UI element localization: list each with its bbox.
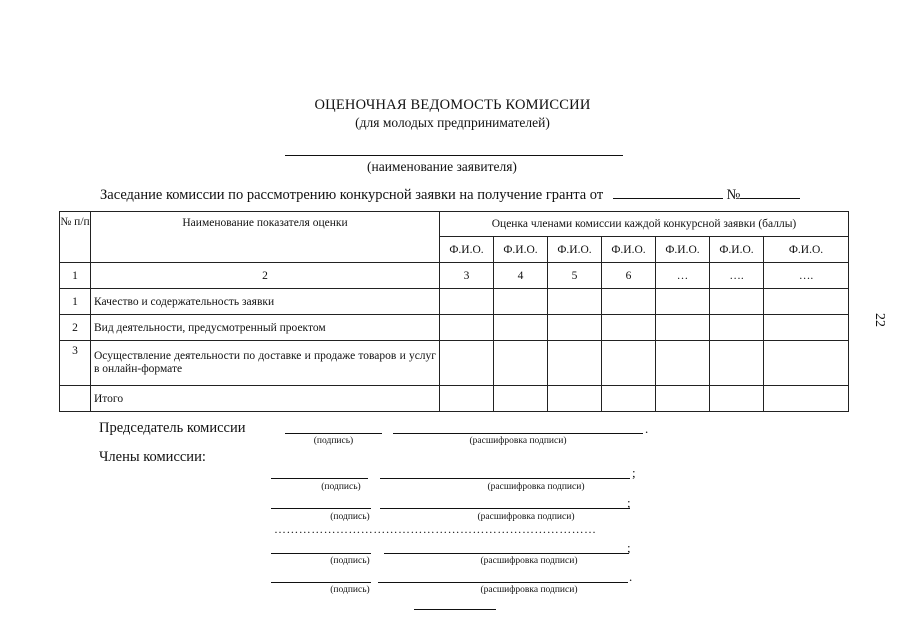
total-score-cell[interactable] <box>602 386 656 412</box>
col-scores-header: Оценка членами комиссии каждой конкурсной заявки (баллы) <box>440 212 849 237</box>
session-number-sign: № <box>726 187 741 203</box>
session-date-field[interactable] <box>613 186 723 199</box>
decode-caption: (расшифровка подписи) <box>487 482 585 492</box>
signature-caption: (подпись) <box>330 512 370 522</box>
total-score-cell[interactable] <box>710 386 764 412</box>
session-number-field[interactable] <box>740 186 800 199</box>
chairman-decode-line[interactable] <box>393 433 643 434</box>
member-name-header: Ф.И.О. <box>440 237 494 263</box>
score-cell[interactable] <box>494 315 548 341</box>
row-indicator-name: Качество и содержательность заявки <box>91 289 440 315</box>
member-signature-line[interactable] <box>271 508 371 509</box>
column-number-row <box>60 263 849 289</box>
members-label: Члены комиссии: <box>99 449 206 465</box>
total-row <box>60 386 849 412</box>
chairman-label: Председатель комиссии <box>99 420 246 436</box>
score-cell[interactable] <box>602 315 656 341</box>
session-text: Заседание комиссии по рассмотрению конкурсной заявки на получение гранта от <box>100 187 604 203</box>
total-score-cell[interactable] <box>548 386 602 412</box>
evaluation-table <box>59 211 849 412</box>
row-number: 3 <box>60 341 91 386</box>
total-label: Итого <box>91 386 440 412</box>
score-cell[interactable] <box>764 341 849 386</box>
total-number-cell <box>60 386 91 412</box>
decode-caption: (расшифровка подписи) <box>480 556 578 566</box>
score-cell[interactable] <box>440 315 494 341</box>
col-number-header: № п/п <box>60 212 91 263</box>
member-name-header: Ф.И.О. <box>656 237 710 263</box>
member-decode-line[interactable] <box>380 508 630 509</box>
score-cell[interactable] <box>440 289 494 315</box>
dots-separator: …………………………………………………………………… <box>274 522 597 536</box>
score-cell[interactable] <box>710 341 764 386</box>
chairman-period: . <box>645 421 649 436</box>
score-cell[interactable] <box>548 289 602 315</box>
row-number: 1 <box>60 289 91 315</box>
total-score-cell[interactable] <box>656 386 710 412</box>
score-cell[interactable] <box>656 315 710 341</box>
member-name-header: Ф.И.О. <box>548 237 602 263</box>
member-decode-line[interactable] <box>384 553 629 554</box>
score-cell[interactable] <box>494 341 548 386</box>
column-number: …. <box>764 263 849 289</box>
chairman-signature-line[interactable] <box>285 433 382 434</box>
row-number: 2 <box>60 315 91 341</box>
signature-caption: (подпись) <box>330 585 370 595</box>
applicant-caption: (наименование заявителя) <box>367 159 517 174</box>
score-cell[interactable] <box>548 315 602 341</box>
total-score-cell[interactable] <box>764 386 849 412</box>
member-name-header: Ф.И.О. <box>494 237 548 263</box>
row-indicator-name: Вид деятельности, предусмотренный проектом <box>91 315 440 341</box>
signature-caption: (подпись) <box>330 556 370 566</box>
applicant-name-line[interactable] <box>285 155 623 156</box>
column-number: 1 <box>60 263 91 289</box>
column-number: 2 <box>91 263 440 289</box>
page-number: 22 <box>872 313 887 327</box>
member-semicolon: ; <box>627 540 631 555</box>
member-decode-line[interactable] <box>380 478 630 479</box>
document-subtitle: (для молодых предпринимателей) <box>355 115 550 130</box>
table-row <box>60 289 849 315</box>
member-signature-line[interactable] <box>271 582 371 583</box>
row-indicator-name: Осуществление деятельности по доставке и продаже товаров и услуг в онлайн-формате <box>91 341 440 386</box>
col-indicator-header: Наименование показателя оценки <box>91 212 440 263</box>
score-cell[interactable] <box>764 315 849 341</box>
score-cell[interactable] <box>656 341 710 386</box>
member-name-header: Ф.И.О. <box>602 237 656 263</box>
member-signature-line[interactable] <box>271 478 368 479</box>
column-number: …. <box>710 263 764 289</box>
decode-caption: (расшифровка подписи) <box>469 436 567 446</box>
score-cell[interactable] <box>764 289 849 315</box>
table-row <box>60 315 849 341</box>
score-cell[interactable] <box>602 289 656 315</box>
total-score-cell[interactable] <box>494 386 548 412</box>
signature-caption: (подпись) <box>321 482 361 492</box>
total-score-cell[interactable] <box>440 386 494 412</box>
score-cell[interactable] <box>656 289 710 315</box>
column-number: 3 <box>440 263 494 289</box>
score-cell[interactable] <box>710 315 764 341</box>
column-number: 4 <box>494 263 548 289</box>
decode-caption: (расшифровка подписи) <box>477 512 575 522</box>
column-number: 5 <box>548 263 602 289</box>
member-period: . <box>629 569 633 584</box>
score-cell[interactable] <box>440 341 494 386</box>
score-cell[interactable] <box>494 289 548 315</box>
member-semicolon: ; <box>627 495 631 510</box>
table-header-row <box>60 212 849 237</box>
score-cell[interactable] <box>548 341 602 386</box>
column-number: … <box>656 263 710 289</box>
table-row <box>60 341 849 386</box>
decode-caption: (расшифровка подписи) <box>480 585 578 595</box>
member-decode-line[interactable] <box>378 582 628 583</box>
column-number: 6 <box>602 263 656 289</box>
member-name-header: Ф.И.О. <box>710 237 764 263</box>
member-signature-line[interactable] <box>271 553 371 554</box>
member-name-header: Ф.И.О. <box>764 237 849 263</box>
footnote-separator <box>414 609 496 610</box>
signature-caption: (подпись) <box>313 436 354 446</box>
member-semicolon: ; <box>632 465 636 480</box>
document-title: ОЦЕНОЧНАЯ ВЕДОМОСТЬ КОМИССИИ <box>314 97 591 113</box>
session-line <box>100 186 800 204</box>
score-cell[interactable] <box>710 289 764 315</box>
score-cell[interactable] <box>602 341 656 386</box>
